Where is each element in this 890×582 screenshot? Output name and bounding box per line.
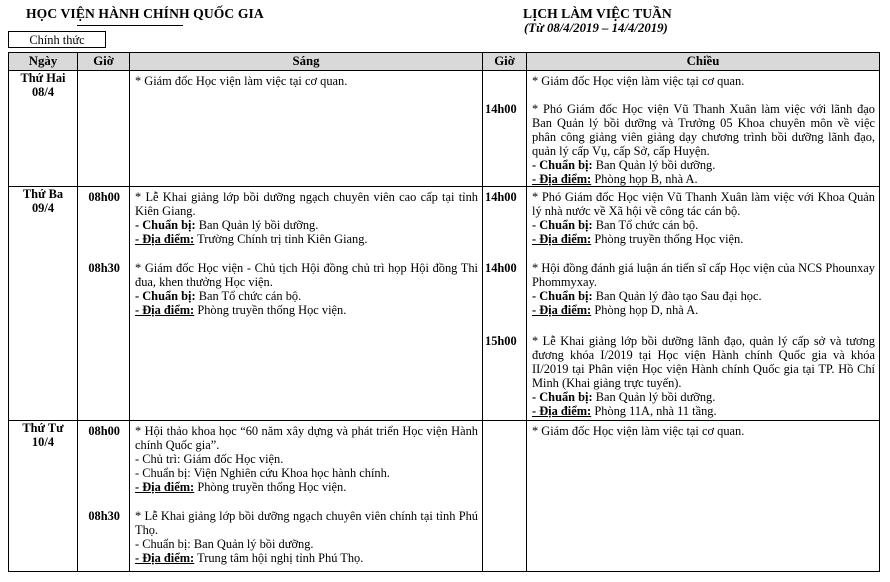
activity (135, 261, 478, 317)
activity-time: 14h00 (485, 190, 517, 204)
morning-time-cell (78, 421, 130, 572)
activity (135, 190, 478, 246)
day-name: Thứ Ba (22, 187, 64, 201)
morning-activities-cell (130, 421, 483, 572)
activity (532, 424, 875, 438)
day-cell (9, 187, 78, 421)
activity-place: - Địa điểm: Trường Chính trị tỉnh Kiên Giang. (135, 232, 368, 246)
activity-place: - Địa điểm: Phòng truyền thống Học viện. (135, 303, 347, 317)
activity (135, 509, 478, 565)
activity-time: 08h30 (88, 261, 120, 275)
activity (532, 261, 875, 317)
activity-text: * Giám đốc Học viện làm việc tại cơ quan. (532, 74, 745, 88)
activity-place: - Địa điểm: Phòng họp B, nhà A. (532, 172, 698, 186)
afternoon-activities-cell (527, 71, 880, 187)
activity-chair: - Chủ trì: Giám đốc Học viện. (135, 452, 284, 466)
afternoon-activities-cell (527, 187, 880, 421)
morning-activities-cell (130, 187, 483, 421)
day-name: Thứ Tư (22, 421, 64, 435)
table-header-row (9, 53, 880, 71)
activity (532, 102, 875, 186)
activity (532, 190, 875, 246)
activity (135, 74, 478, 88)
activity-place: - Địa điểm: Phòng 11A, nhà 11 tầng. (532, 404, 717, 418)
activity-time: 14h00 (485, 102, 517, 116)
col-header-day: Ngày (9, 53, 78, 71)
activity-prep: - Chuẩn bị: Ban Quản lý bồi dưỡng. (532, 390, 716, 404)
activity-text: * Lễ Khai giảng lớp bồi dưỡng ngạch chuyên viên cao cấp tại tỉnh Kiên Giang. (135, 190, 478, 218)
morning-time-cell (78, 71, 130, 187)
table-row (9, 421, 880, 572)
activity-text: * Hội thảo khoa học “60 năm xây dựng và phát triển Học viện Hành chính Quốc gia”. (135, 424, 478, 452)
date-range: (Từ 08/4/2019 – 14/4/2019) (524, 21, 668, 35)
morning-time-cell (78, 187, 130, 421)
day-date: 09/4 (31, 201, 55, 215)
day-name: Thứ Hai (20, 71, 66, 85)
activity-prep: - Chuẩn bị: Ban Tổ chức cán bộ. (532, 218, 699, 232)
activity-prep: - Chuẩn bị: Ban Quản lý đào tạo Sau đại học. (532, 289, 762, 303)
activity-place: - Địa điểm: Phòng truyền thống Học viện. (135, 480, 347, 494)
activity-place: - Địa điểm: Phòng truyền thống Học viện. (532, 232, 744, 246)
afternoon-time-cell (483, 187, 527, 421)
activity-text: * Hội đồng đánh giá luận án tiến sĩ cấp Học viện của NCS Phounxay Phommyxay. (532, 261, 875, 289)
morning-activities-cell (130, 71, 483, 187)
activity-time: 15h00 (485, 334, 517, 348)
activity-prep: - Chuẩn bị: Ban Quản lý bồi dưỡng. (532, 158, 716, 172)
col-header-time-afternoon: Giờ (483, 53, 527, 71)
activity-time: 08h00 (88, 190, 120, 204)
activity (532, 334, 875, 418)
activity-prep: - Chuẩn bị: Viện Nghiên cứu Khoa học hành chính. (135, 466, 390, 480)
activity-place: - Địa điểm: Trung tâm hội nghị tỉnh Phú Thọ. (135, 551, 364, 565)
status-badge: Chính thức (8, 31, 106, 48)
day-cell (9, 421, 78, 572)
activity-time: 14h00 (485, 261, 517, 275)
table-row (9, 71, 880, 187)
activity-time: 08h30 (88, 509, 120, 523)
activity-text: * Giám đốc Học viện - Chủ tịch Hội đồng chủ trì họp Hội đồng Thi đua, khen thưởng Học viện. (135, 261, 478, 289)
afternoon-time-cell (483, 421, 527, 572)
afternoon-time-cell (483, 71, 527, 187)
day-date: 08/4 (31, 85, 55, 99)
afternoon-activities-cell (527, 421, 880, 572)
activity-text: * Lễ Khai giảng lớp bồi dưỡng ngạch chuyên viên chính tại tỉnh Phú Thọ. (135, 509, 478, 537)
table-row (9, 187, 880, 421)
activity-text: * Lễ Khai giảng lớp bồi dưỡng lãnh đạo, quản lý cấp sở và tương đương khóa I/2019 tại Học viện Hành chính Quốc gia và khóa II/2019 tại Phân viện Học viện Hành chính Quốc gia tại TP. Hồ Chí Minh (Khai giảng trực tuyến). (532, 334, 875, 390)
day-cell (9, 71, 78, 187)
activity-text: * Phó Giám đốc Học viện Vũ Thanh Xuân làm việc với lãnh đạo Ban Quản lý bồi dưỡng và Trưởng 05 Khoa chuyên môn về việc phân công giảng viên giảng dạy chương trình bồi dưỡng lãnh đạo, quản lý cấp Vụ, cấp Sở, cấp Huyện. (532, 102, 875, 158)
col-header-time-morning: Giờ (78, 53, 130, 71)
col-header-afternoon: Chiều (527, 53, 880, 71)
activity-place: - Địa điểm: Phòng họp D, nhà A. (532, 303, 699, 317)
activity-prep: - Chuẩn bị: Ban Tổ chức cán bộ. (135, 289, 302, 303)
schedule-table (8, 52, 880, 572)
activity-prep: - Chuẩn bị: Ban Quản lý bồi dưỡng. (135, 537, 314, 551)
day-date: 10/4 (31, 435, 55, 449)
activity (135, 424, 478, 494)
col-header-morning: Sáng (130, 53, 483, 71)
activity-text: * Giám đốc Học viện làm việc tại cơ quan. (532, 424, 745, 438)
organization-name: HỌC VIỆN HÀNH CHÍNH QUỐC GIA (26, 6, 264, 21)
activity-time: 08h00 (88, 424, 120, 438)
schedule-title: LỊCH LÀM VIỆC TUẦN (523, 6, 672, 21)
header-underline (77, 25, 183, 26)
activity-prep: - Chuẩn bị: Ban Quản lý bồi dưỡng. (135, 218, 319, 232)
activity-text: * Phó Giám đốc Học viện Vũ Thanh Xuân làm việc với Khoa Quản lý nhà nước về Xã hội về công tác cán bộ. (532, 190, 875, 218)
activity (532, 74, 875, 88)
activity-text: * Giám đốc Học viện làm việc tại cơ quan. (135, 74, 348, 88)
